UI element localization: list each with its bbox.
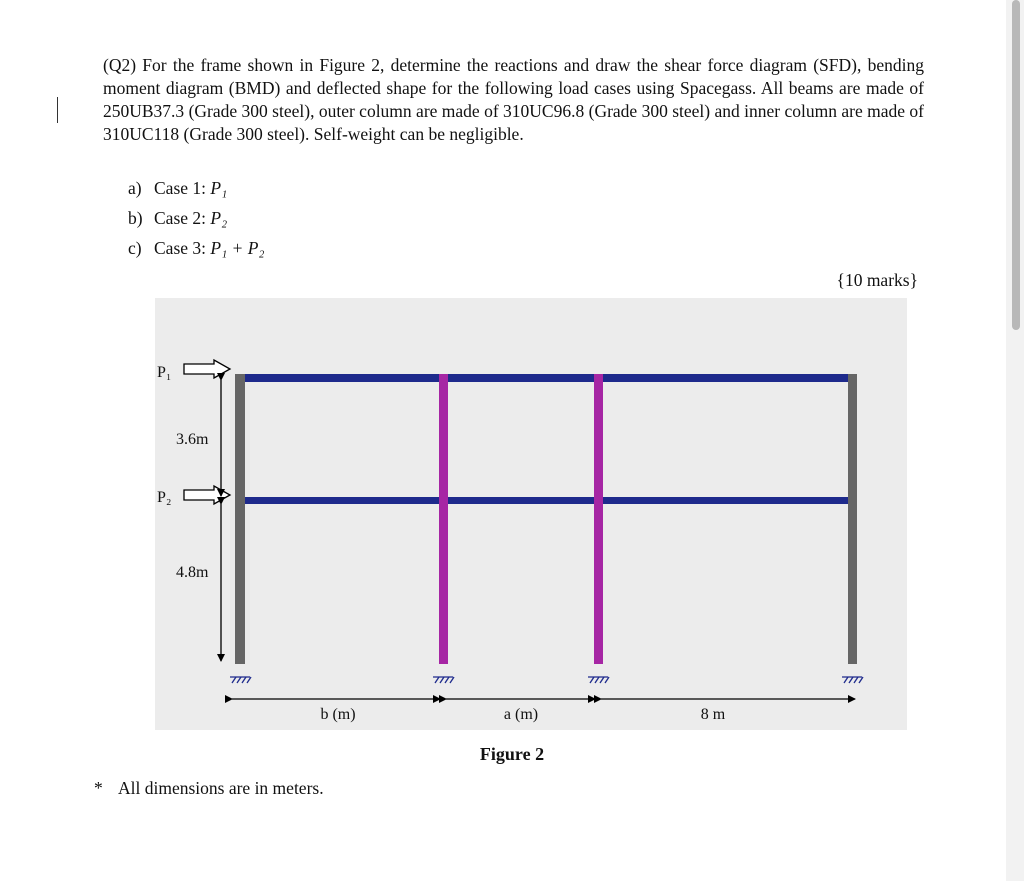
outer-column-right <box>848 374 857 664</box>
load-label-p1: P₁ <box>157 364 172 381</box>
middle-beam <box>238 497 855 504</box>
case-label: a) <box>128 178 142 198</box>
span-label-middle: a (m) <box>503 706 539 723</box>
case-load: P₂ <box>210 208 228 228</box>
marks-label: {10 marks} <box>836 270 918 290</box>
case-load: P₁ + P₂ <box>210 238 265 258</box>
case-label: c) <box>128 238 142 258</box>
case-text: Case 3: <box>154 238 211 258</box>
case-text: Case 2: <box>154 208 211 228</box>
case-label: b) <box>128 208 143 228</box>
case-text: Case 1: <box>154 178 211 198</box>
footnote-star: * <box>94 778 103 798</box>
load-label-p2: P₂ <box>157 489 172 506</box>
figure-background <box>155 298 907 730</box>
span-label-right: 8 m <box>700 706 726 723</box>
inner-column-2 <box>594 374 603 664</box>
outer-column-left <box>235 374 245 664</box>
height-label-lower: 4.8m <box>176 564 209 581</box>
inner-column-1 <box>439 374 448 664</box>
footnote-text: All dimensions are in meters. <box>118 778 324 798</box>
question-text: (Q2) For the frame shown in Figure 2, determine the reactions and draw the shear force diagram (SFD), bending moment diagram (BMD) and deflected shape for the following load cases using Spacegass. All beams are made of 250UB37.3 (Grade 300 steel), outer column are made of 310UC96.8 (Grade 300 steel) and inner column are made of 310UC118 (Grade 300 steel). Self-weight can be negligible. <box>103 55 924 144</box>
figure-caption: Figure 2 <box>479 744 545 764</box>
span-label-left: b (m) <box>320 706 356 723</box>
height-label-upper: 3.6m <box>176 431 209 448</box>
top-beam <box>238 374 855 382</box>
footnote <box>94 778 324 799</box>
case-load: P₁ <box>210 178 228 198</box>
